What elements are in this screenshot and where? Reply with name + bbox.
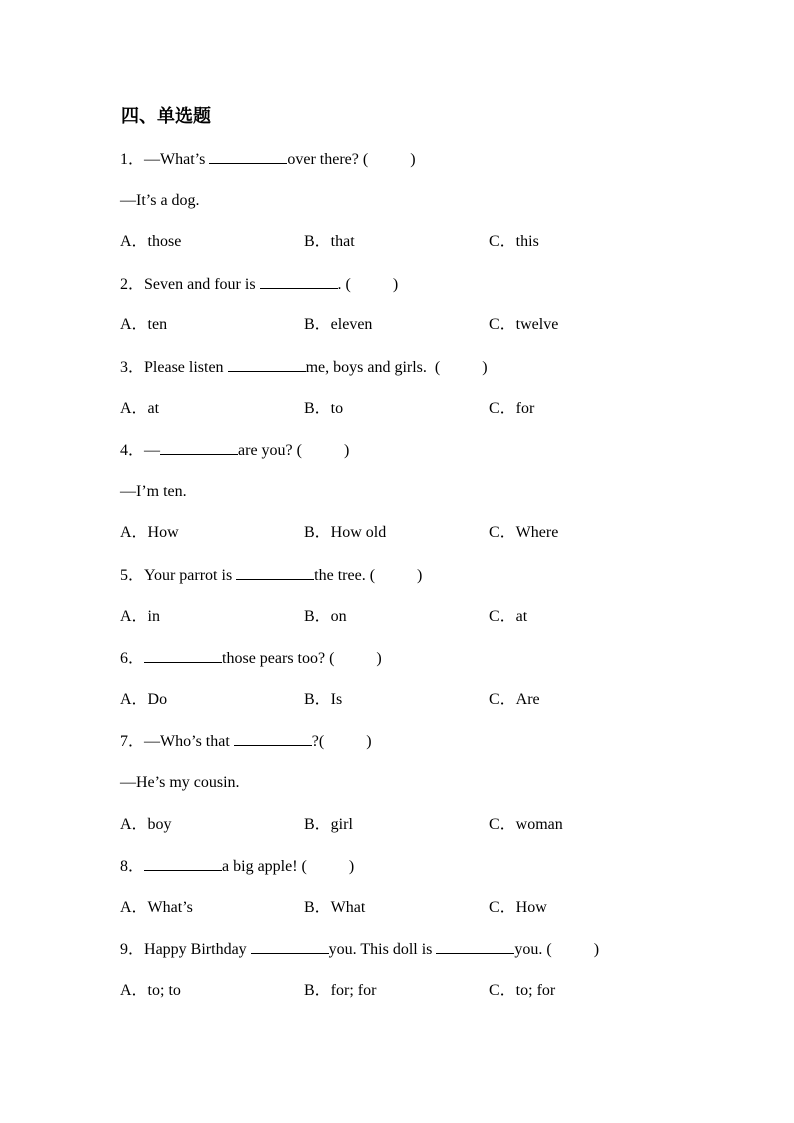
- option-b[interactable]: B．girl: [304, 816, 353, 833]
- option-b[interactable]: B．How old: [304, 524, 387, 541]
- answer-blank[interactable]: [236, 565, 314, 580]
- question-1-response: —It’s a dog.: [120, 192, 200, 209]
- option-c[interactable]: C．to; for: [489, 982, 556, 999]
- question-4-options: [120, 523, 680, 543]
- answer-blank[interactable]: [228, 357, 306, 372]
- option-b[interactable]: B．What: [304, 899, 366, 916]
- option-c[interactable]: C．Are: [489, 691, 540, 708]
- question-3-options: [120, 399, 680, 419]
- answer-blank[interactable]: [234, 731, 312, 746]
- question-number: 6．: [120, 650, 145, 667]
- option-a[interactable]: A．in: [120, 608, 161, 625]
- question-6-options: [120, 690, 680, 710]
- question-number: 8．: [120, 858, 145, 875]
- option-a[interactable]: A．boy: [120, 816, 172, 833]
- answer-blank[interactable]: [144, 856, 222, 871]
- question-2: 2．Seven and four is . ( ): [120, 276, 399, 293]
- question-number: 2．: [120, 276, 145, 293]
- option-a[interactable]: A．at: [120, 400, 160, 417]
- question-7-options: [120, 815, 680, 835]
- option-c[interactable]: C．for: [489, 400, 535, 417]
- answer-blank[interactable]: [209, 149, 287, 164]
- question-number: 4．: [120, 442, 145, 459]
- section-title: 四、单选题: [121, 106, 211, 127]
- option-a[interactable]: A．to; to: [120, 982, 181, 999]
- question-9: 9．Happy Birthday you. This doll is you. ( ): [120, 941, 600, 958]
- option-c[interactable]: C．twelve: [489, 316, 559, 333]
- question-5: 5．Your parrot is the tree. ( ): [120, 567, 423, 584]
- option-b[interactable]: B．Is: [304, 691, 343, 708]
- answer-blank[interactable]: [160, 440, 238, 455]
- answer-blank[interactable]: [260, 274, 338, 289]
- option-c[interactable]: C．How: [489, 899, 547, 916]
- option-b[interactable]: B．eleven: [304, 316, 373, 333]
- option-c[interactable]: C．this: [489, 233, 539, 250]
- option-a[interactable]: A．Do: [120, 691, 168, 708]
- question-7-response: —He’s my cousin.: [120, 774, 240, 791]
- question-1-options: [120, 232, 680, 252]
- option-b[interactable]: B．that: [304, 233, 355, 250]
- question-6: 6． those pears too? ( ): [120, 650, 382, 667]
- question-5-options: [120, 607, 680, 627]
- answer-blank[interactable]: [251, 939, 329, 954]
- question-2-options: [120, 315, 680, 335]
- option-a[interactable]: A．How: [120, 524, 179, 541]
- question-number: 7．: [120, 733, 145, 750]
- option-a[interactable]: A．What’s: [120, 899, 193, 916]
- answer-blank[interactable]: [144, 648, 222, 663]
- answer-blank[interactable]: [436, 939, 514, 954]
- question-1: 1．—What’s over there? ( ): [120, 151, 416, 168]
- question-3: 3．Please listen me, boys and girls. ( ): [120, 359, 488, 376]
- question-number: 3．: [120, 359, 145, 376]
- option-c[interactable]: C．Where: [489, 524, 559, 541]
- option-b[interactable]: B．on: [304, 608, 347, 625]
- question-number: 1．: [120, 151, 145, 168]
- question-4-response: —I’m ten.: [120, 483, 187, 500]
- option-a[interactable]: A．ten: [120, 316, 168, 333]
- option-b[interactable]: B．to: [304, 400, 344, 417]
- question-8: 8． a big apple! ( ): [120, 858, 355, 875]
- question-number: 9．: [120, 941, 145, 958]
- question-number: 5．: [120, 567, 145, 584]
- question-8-options: [120, 898, 680, 918]
- question-4: 4．— are you? ( ): [120, 442, 350, 459]
- option-b[interactable]: B．for; for: [304, 982, 377, 999]
- option-c[interactable]: C．at: [489, 608, 528, 625]
- question-7: 7．—Who’s that ?( ): [120, 733, 372, 750]
- option-c[interactable]: C．woman: [489, 816, 563, 833]
- question-9-options: [120, 981, 680, 1001]
- option-a[interactable]: A．those: [120, 233, 182, 250]
